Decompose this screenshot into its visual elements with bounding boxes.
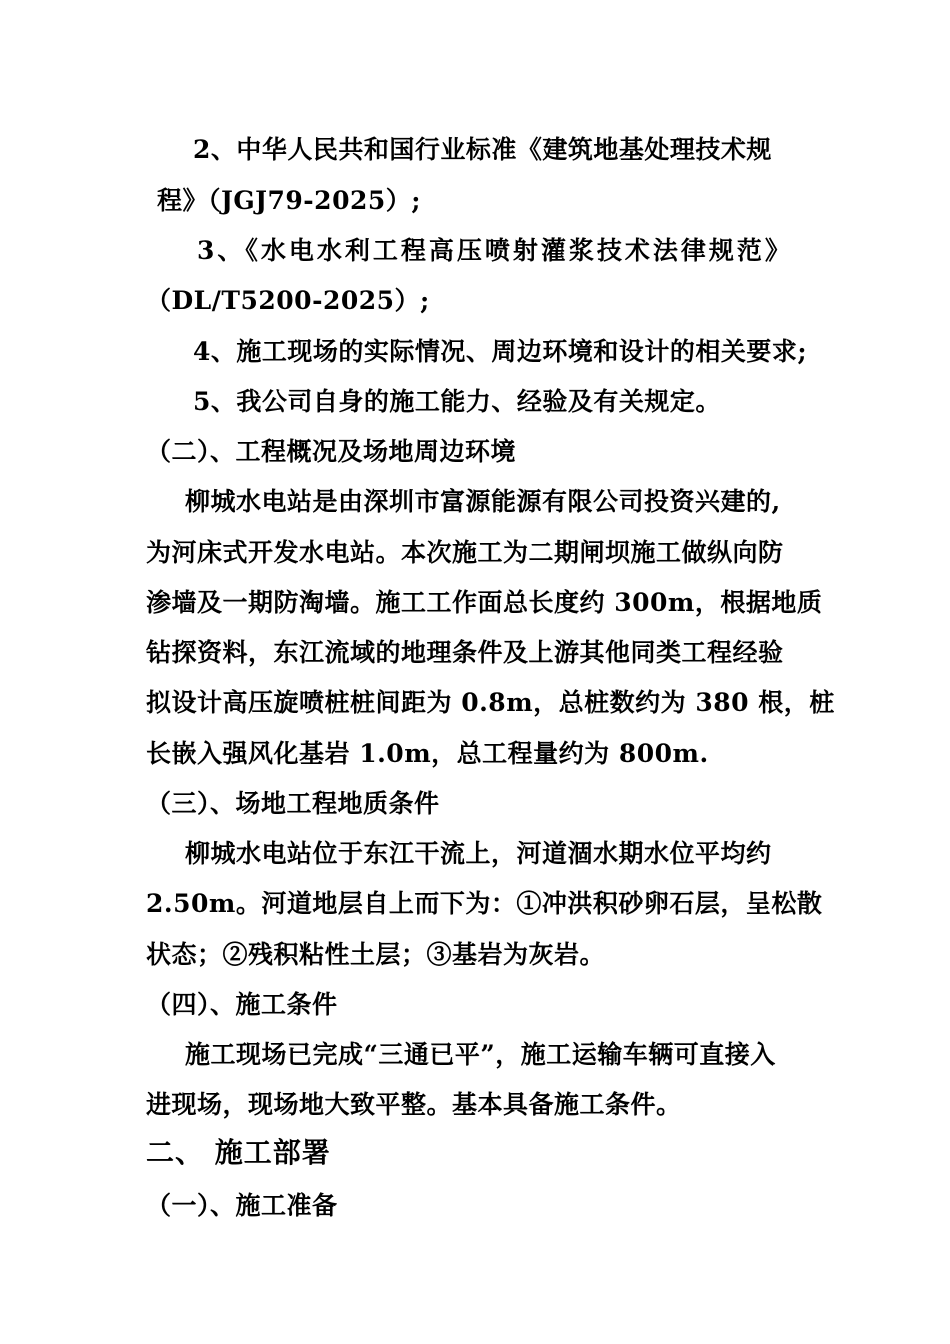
section-heading-geology: （三）、场地工程地质条件 xyxy=(146,789,440,818)
section-heading-project-overview: （二）、工程概况及场地周边环境 xyxy=(146,437,517,466)
section-heading-preparation: （一）、施工准备 xyxy=(146,1191,338,1220)
paragraph-geology-line-3: 状态；②残积粘性土层；③基岩为灰岩。 xyxy=(146,940,606,969)
paragraph-overview-line-5: 拟设计高压旋喷桩桩间距为 0.8m，总桩数约为 380 根，桩 xyxy=(146,688,835,717)
paragraph-overview-line-6: 长嵌入强风化基岩 1.0m，总工程量约为 800m. xyxy=(146,739,709,768)
paragraph-conditions-line-2: 进现场，现场地大致平整。基本具备施工条件。 xyxy=(146,1090,682,1119)
paragraph-overview-line-3: 渗墙及一期防淘墙。施工工作面总长度约 300m，根据地质 xyxy=(146,588,823,617)
reference-item-4: 4、施工现场的实际情况、周边环境和设计的相关要求; xyxy=(193,337,808,366)
paragraph-geology-line-2: 2.50m。河道地层自上而下为：①冲洪积砂卵石层，呈松散 xyxy=(146,889,823,918)
paragraph-overview-line-4: 钻探资料，东江流域的地理条件及上游其他同类工程经验 xyxy=(146,638,784,667)
reference-item-5: 5、我公司自身的施工能力、经验及有关规定。 xyxy=(193,387,721,416)
paragraph-geology-line-1: 柳城水电站位于东江干流上，河道涸水期水位平均约 xyxy=(185,839,772,868)
reference-item-2-line-2: 程》（JGJ79-2025）; xyxy=(157,186,421,215)
paragraph-conditions-line-1: 施工现场已完成“三通已平”，施工运输车辆可直接入 xyxy=(185,1040,776,1069)
chapter-heading-deployment: 二、 施工部署 xyxy=(146,1136,331,1169)
paragraph-overview-line-2: 为河床式开发水电站。本次施工为二期闸坝施工做纵向防 xyxy=(146,538,784,567)
reference-item-2-line-1: 2、中华人民共和国行业标准《建筑地基处理技术规 xyxy=(193,135,772,164)
paragraph-overview-line-1: 柳城水电站是由深圳市富源能源有限公司投资兴建的, xyxy=(185,487,781,516)
section-heading-conditions: （四）、施工条件 xyxy=(146,990,338,1019)
reference-item-3-line-1: 3、《水电水利工程高压喷射灌浆技术法律规范》 xyxy=(197,236,793,265)
reference-item-3-line-2: （DL/T5200-2025）; xyxy=(146,286,430,315)
